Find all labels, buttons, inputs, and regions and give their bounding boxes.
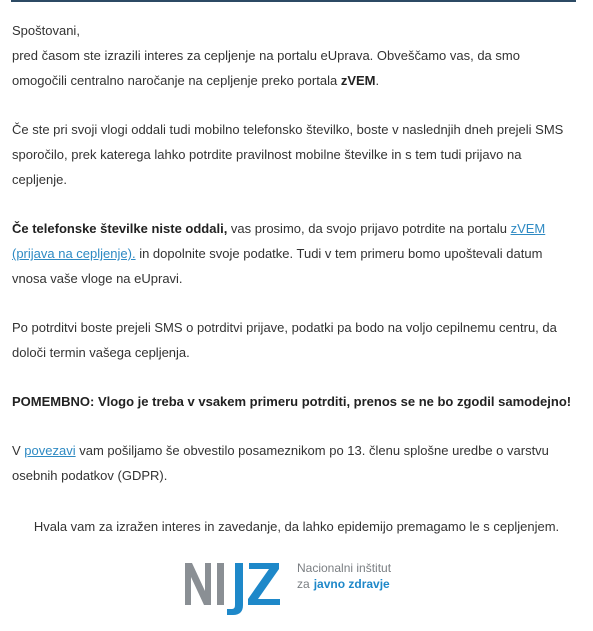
paragraph-intro [12, 18, 572, 93]
logo-line1: Nacionalni inštitut [297, 561, 392, 575]
gdpr-text-start: V [12, 443, 25, 458]
header-rule [11, 0, 576, 2]
nijz-logo [183, 555, 423, 617]
gdpr-notice-link[interactable]: povezavi [24, 443, 76, 458]
intro-text: pred časom ste izrazili interes za cepljenje na portalu eUprava. Obveščamo vas, da smo omogočili centralno naročanje na cepljenje preko portala [12, 48, 520, 88]
paragraph-no-phone [12, 216, 572, 291]
paragraph-confirmation: Po potrditvi boste prejeli SMS o potrditvi prijave, podatki pa bodo na voljo cepilnemu centru, da določi termin vašega cepljenja. [12, 320, 557, 360]
no-phone-text-end: in dopolnite svoje podatke. Tudi v tem primeru bomo upoštevali datum vnosa vaše vloge na eUpravi. [12, 246, 543, 286]
intro-end: . [375, 73, 380, 88]
greeting: Spoštovani, [12, 23, 80, 38]
zvem-bold: zVEM [340, 73, 376, 88]
email-body [12, 18, 572, 512]
svg-text:zajavno zdravje [297, 577, 390, 591]
no-phone-bold: Če telefonske številke niste oddali, [12, 221, 228, 236]
gdpr-text: vam pošiljamo še obvestilo posameznikom po 13. členu splošne uredbe o varstvu osebnih podatkov (GDPR). [12, 443, 549, 483]
zvem-registration-link[interactable]: zVEM (prijava na cepljenje). [12, 221, 546, 261]
paragraph-important [12, 389, 572, 414]
important-notice: POMEMBNO: Vlogo je treba v vsakem primeru potrditi, prenos se ne bo zgodil samodejno! [12, 394, 572, 409]
no-phone-text: vas prosimo, da svojo prijavo potrdite na portalu [227, 221, 511, 236]
paragraph-sms: Če ste pri svoji vlogi oddali tudi mobilno telefonsko številko, boste v naslednjih dneh prejeli SMS sporočilo, prek katerega lahko potrdite pravilnost mobilne številke in s tem tudi prijavo na cepljenje. [12, 122, 564, 187]
closing-line: Hvala vam za izražen interes in zavedanje, da lahko epidemijo premagamo le s cepljenjem. [33, 519, 560, 534]
paragraph-gdpr [12, 438, 572, 488]
logo-line2-prefix: za [297, 577, 310, 591]
logo-line2-bold: javno zdravje [313, 577, 390, 591]
